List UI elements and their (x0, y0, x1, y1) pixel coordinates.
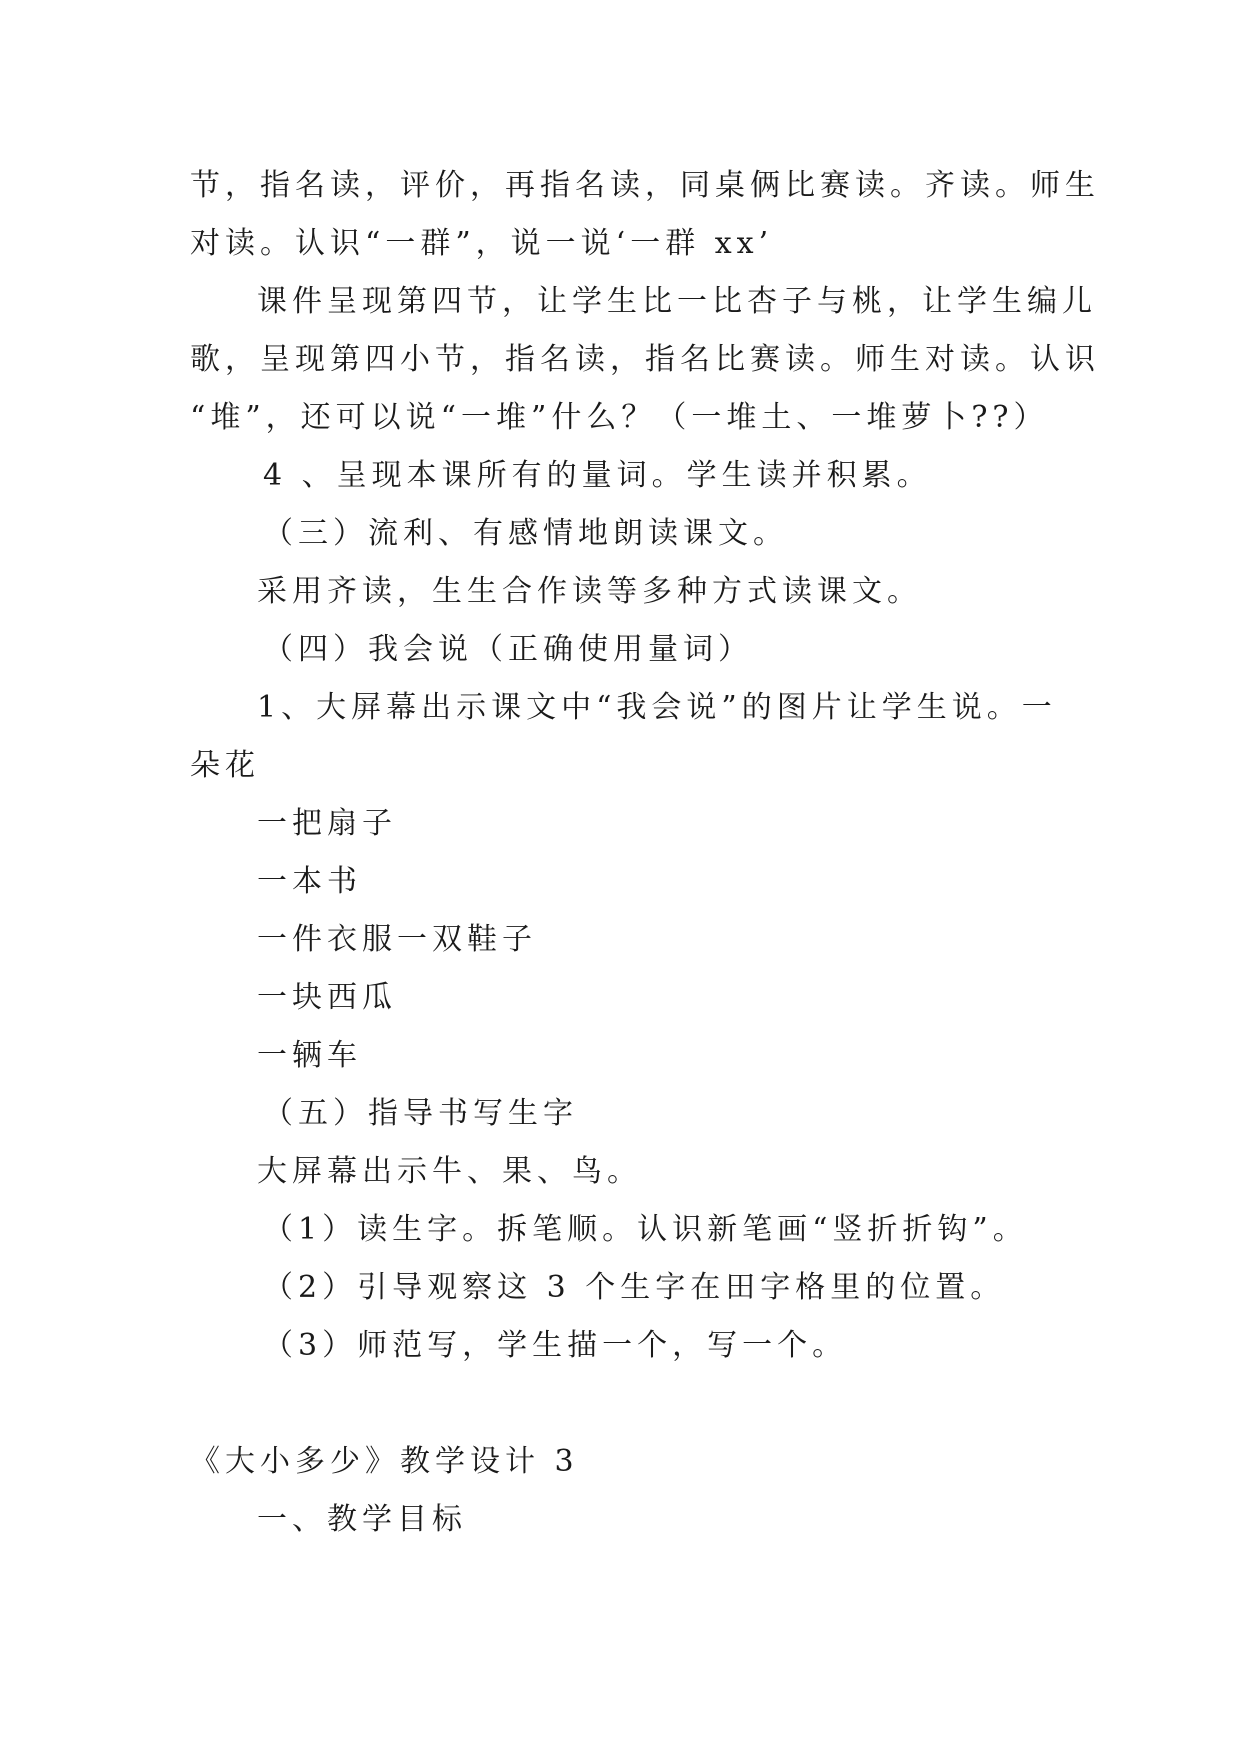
text-line: 4 、呈现本课所有的量词。学生读并积累。 (263, 458, 932, 493)
list-item: 一本书 (257, 864, 362, 899)
section-heading: （五）指导书写生字 (263, 1096, 578, 1131)
list-item: 一块西瓜 (257, 980, 397, 1015)
list-item: （3）师范写，学生描一个，写一个。 (263, 1328, 848, 1363)
text-line: 1、大屏幕出示课文中“我会说”的图片让学生说。一 (257, 690, 1057, 725)
text-line: 对读。认识“一群”，说一说‘一群 xx’ (190, 226, 774, 261)
list-item: 一把扇子 (257, 806, 397, 841)
list-item: 一辆车 (257, 1038, 362, 1073)
text-line: 采用齐读，生生合作读等多种方式读课文。 (257, 574, 922, 609)
text-line: 课件呈现第四节，让学生比一比杏子与桃，让学生编儿 (257, 284, 1097, 319)
text-line: 大屏幕出示牛、果、鸟。 (257, 1154, 642, 1189)
document-title: 《大小多少》教学设计 3 (190, 1444, 579, 1479)
list-item: （1）读生字。拆笔顺。认识新笔画“竖折折钩”。 (263, 1212, 1028, 1247)
section-heading: （四）我会说（正确使用量词） (263, 632, 753, 667)
list-item: （2）引导观察这 3 个生字在田字格里的位置。 (263, 1270, 1006, 1305)
list-item: 一件衣服一双鞋子 (257, 922, 537, 957)
text-line: 歌，呈现第四小节，指名读，指名比赛读。师生对读。认识 (190, 342, 1100, 377)
text-line: 朵花 (190, 748, 260, 783)
text-line: “堆”，还可以说“一堆”什么？（一堆土、一堆萝卜??） (190, 400, 1049, 435)
section-heading: （三）流利、有感情地朗读课文。 (263, 516, 788, 551)
section-heading: 一、教学目标 (257, 1502, 467, 1537)
text-line: 节，指名读，评价，再指名读，同桌俩比赛读。齐读。师生 (190, 168, 1100, 203)
